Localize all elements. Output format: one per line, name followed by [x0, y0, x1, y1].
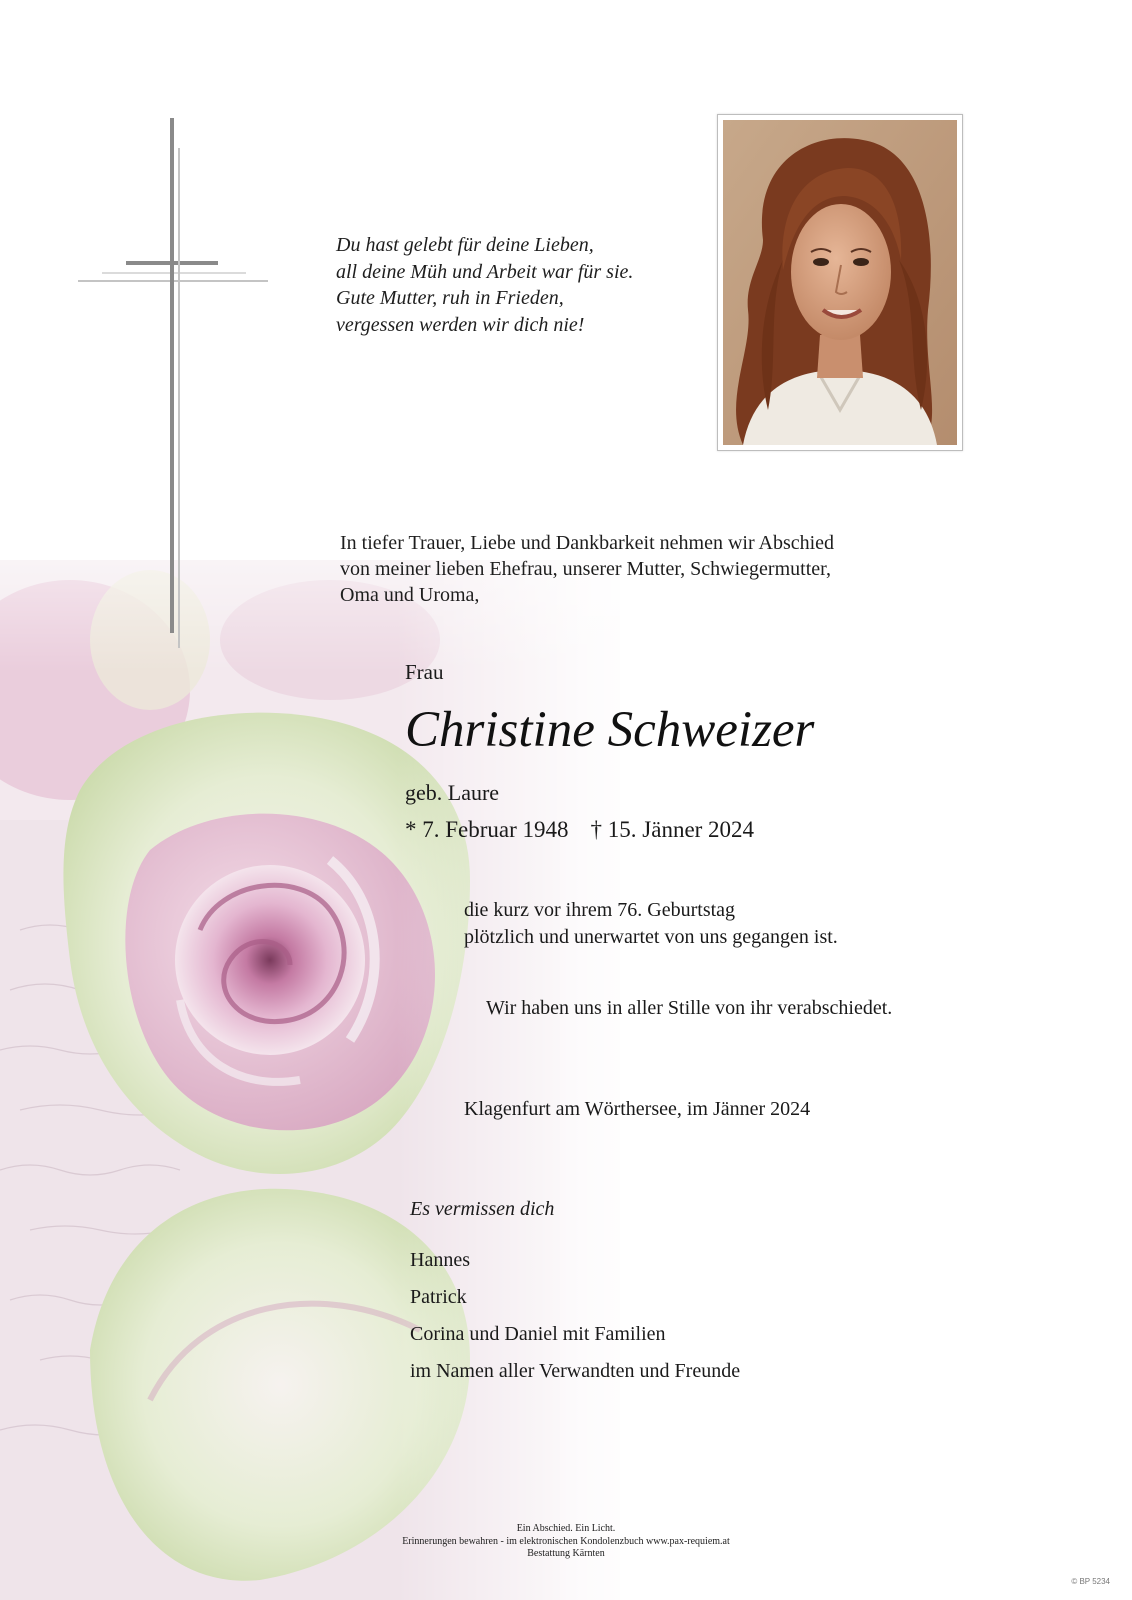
mourner-name: Hannes — [410, 1249, 470, 1271]
mourners-heading: Es vermissen dich — [410, 1198, 555, 1220]
portrait-photo — [723, 120, 957, 445]
cross-icon — [78, 118, 268, 648]
farewell-text: Wir haben uns in aller Stille von ihr verabschiedet. — [486, 997, 893, 1019]
deceased-name: Christine Schweizer — [405, 702, 815, 758]
footer-line: Ein Abschied. Ein Licht. — [516, 1523, 616, 1534]
mourners-list — [410, 1242, 740, 1390]
verse-line: Du hast gelebt für deine Lieben, — [336, 234, 594, 256]
intro-line: von meiner lieben Ehefrau, unserer Mutter, Schwiegermutter, — [340, 558, 831, 580]
verse-line: Gute Mutter, ruh in Frieden, — [336, 287, 564, 309]
memorial-verse — [336, 232, 633, 338]
salutation: Frau — [405, 660, 444, 684]
mourner-name: im Namen aller Verwandten und Freunde — [410, 1360, 741, 1382]
mourner-name: Patrick — [410, 1286, 467, 1308]
birth-date: * 7. Februar 1948 — [405, 817, 569, 842]
life-dates — [405, 817, 754, 843]
portrait-frame — [717, 114, 963, 451]
footer — [0, 1523, 1132, 1561]
footer-line: Erinnerungen bewahren - im elektronischen Kondolenzbuch www.pax-requiem.at — [402, 1535, 730, 1547]
product-code-badge: © BP 5234 — [1071, 1577, 1110, 1586]
intro-text — [340, 530, 834, 608]
passing-line: plötzlich und unerwartet von uns gegangen ist. — [464, 926, 838, 948]
verse-line: vergessen werden wir dich nie! — [336, 313, 585, 336]
intro-line: In tiefer Trauer, Liebe und Dankbarkeit nehmen wir Abschied — [340, 532, 835, 554]
place-date: Klagenfurt am Wörthersee, im Jänner 2024 — [464, 1098, 811, 1120]
passing-line: die kurz vor ihrem 76. Geburtstag — [464, 899, 736, 921]
maiden-name: geb. Laure — [405, 780, 500, 805]
death-date: † 15. Jänner 2024 — [590, 817, 755, 842]
verse-line: all deine Müh und Arbeit war für sie. — [336, 260, 634, 283]
mourner-name: Corina und Daniel mit Familien — [410, 1323, 666, 1345]
passing-text — [464, 897, 838, 951]
footer-line: Bestattung Kärnten — [527, 1548, 605, 1559]
intro-line: Oma und Uroma, — [340, 584, 480, 606]
